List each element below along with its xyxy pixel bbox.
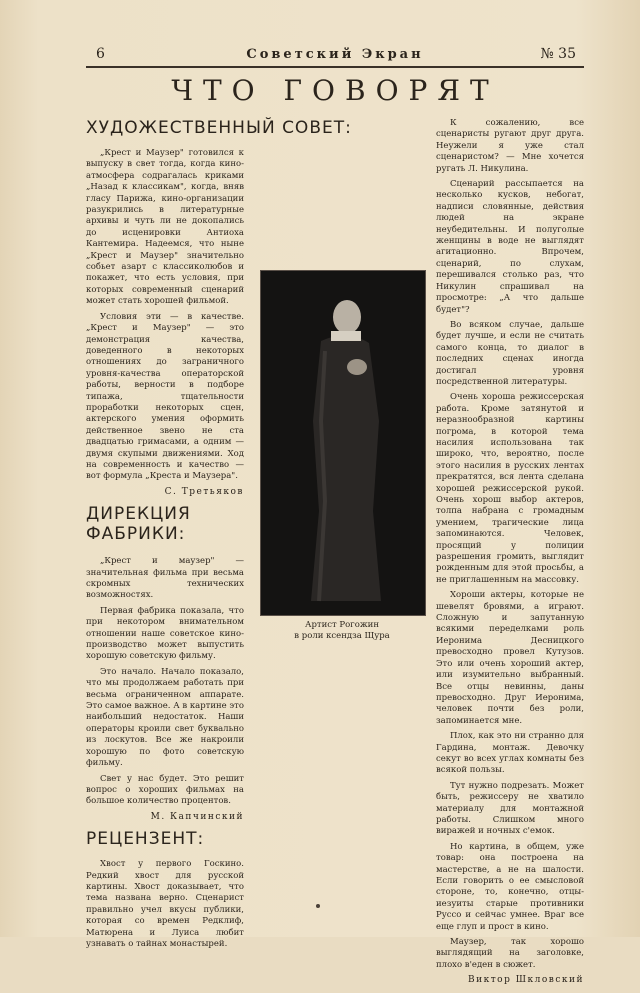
shklovsky-paragraph-1: К сожалению, все сценаристы ругают друг друга. Неужели я уже стал сценаристом? — Мне хочется ругать Л. Никулина. [436,118,584,174]
issue-number: № 35 [540,46,576,62]
right-column [436,118,584,993]
directorate-paragraph-1: „Крест и маузер" — значительная фильма при весьма скромных технических возможностях. [86,556,244,601]
council-paragraph-2: Условия эти — в качестве. „Крест и Маузер" — это демонстрация качества, доведенного в некоторых отношениях до заграничного уровня-качества операторской работы, верности в подборе типажа, тщательности проработки некоторых сцен, актерского умения оформить действенное звено не ста двадцатью гримасами, а одним — двумя скупыми движениями. Ход на современность и качество — вот формула „Креста и Маузера". [86,311,244,482]
directorate-title-line2: ФАБРИКИ: [86,524,186,545]
council-paragraph-1: „Крест и Маузер" готовился к выпуску в свет тогда, когда кино-атмосфера содрагалась криками „Назад к классикам", когда, вняв гласу Парижа, кино-организации разукрились в литературные архивы и чуть ли не докопались до исценировки Антиоха Кантемира. Надеемся, что ныне „Крест и Маузер" значительно собьет азарт с классиколюбов и покажет, что есть условия, при которых современный сценарий может стать хорошей фильмой. [86,148,244,307]
signature-shklovsky: Виктор Шкловский [467,975,584,986]
directorate-paragraph-3: Это начало. Начало показало, что мы продолжаем работать при весьма ограниченном аппарате. Это самое важное. А в картине это наибольший недостаток. Наши операторы кроили свет буквально из лоскутов. Все же накроили хорошую по фото советскую фильму. [86,666,244,769]
shklovsky-paragraph-3: Во всяком случае, дальше будет лучше, и если не считать самого конца, то диалог в последних сценах иногда достигал уровня посредственной литературы. [436,319,584,387]
priest-figure-illustration [261,271,425,615]
page-header [86,44,584,66]
directorate-title-line1: ДИРЕКЦИЯ [86,504,191,525]
shklovsky-paragraph-4: Очень хороша режиссерская работа. Кроме затянутой и неразнообразной картины погрома, в которой тема насилия использована так широко, что, вероятно, после этого насилия в русских лентах прекратятся, вся лента сделана хорошей режиссерской рукой. Очень хорош выбор актеров, толпа набрана с громадным умением, трагические лица запоминаются. Человек, просящий у полиции разрешения громить, выглядит рожденным для этой просьбы, а не приглашенным на массовку. [436,392,584,585]
main-title: ЧТО ГОВОРЯТ [171,74,499,107]
section-title-directorate [86,504,244,544]
shklovsky-paragraph-8: Но картина, в общем, уже товар: она построена на мастерстве, а не на шалости. Если говорить о ее смысловой стороне, то, конечно, отцы-иезуиты старые противники Руссо и сейчас умнее. Враг все еще глуп и прост в кино. [436,841,584,932]
shklovsky-paragraph-5: Хороши актеры, которые не шевелят бровями, а играют. Сложную и запутанную всякими переделками роль Иеронима Десницкого превосходно провел Кутузов. Это или очень хороший актер, или изумительно выбранный. Все отцы невинны, даны превосходно. Друг Иеронима, человек почти без роли, запоминается мне. [436,590,584,726]
magazine-title: Советский Экран [246,47,424,62]
caption-line-1: Артист Рогожин [305,620,379,630]
shklovsky-paragraph-9: Маузер, так хорошо выглядящий на заголовке, плохо в'еден в сюжет. [436,937,584,970]
shklovsky-paragraph-7: Тут нужно подрезать. Может быть, режиссеру не хватило материалу для монтажной работы. Слишком много виражей и ночных с'емок. [436,780,584,837]
section-title-council: ХУДОЖЕСТВЕННЫЙ СОВЕТ: [86,118,352,138]
shklovsky-paragraph-6: Плох, как это ни странно для Гардина, монтаж. Девочку секут во всех углах комнаты без всякой пользы. [436,731,584,776]
page-dot-icon [316,904,320,908]
directorate-paragraph-2: Первая фабрика показала, что при некотором внимательном отношении наше советское кино-производство может выпустить хорошую советскую фильму. [86,605,244,662]
photo-caption [252,620,432,642]
header-rule [86,66,584,68]
shklovsky-paragraph-2: Сценарий рассыпается на несколько кусков, небогат, надписи словянные, действия людей на экране неубедительны. И полуголые женщины в воде не выглядят агитационно. Впрочем, сценарий, по слухам, перешивался столько раз, что Никулин спрашивал на просмотре: „А что дальше будет"? [436,179,584,315]
page-number: 6 [96,46,105,62]
actor-photo [260,270,426,616]
caption-line-2: в роли ксендза Щура [294,631,390,641]
signature-kapchinsky: М. Капчинский [150,811,244,822]
section-title-reviewer: РЕЦЕНЗЕНТ: [86,829,205,850]
directorate-paragraph-4: Свет у нас будет. Это решит вопрос о хороших фильмах на большое количество процентов. [86,773,244,807]
reviewer-paragraph-1: Хвост у первого Госкино. Редкий хвост для русской картины. Хвост доказывает, что тема названа верно. Сценарист правильно учел вкусы публики, которая со времен Редклиф, Матюрена и Луиса любит узнавать о тайнах монастырей. [86,859,244,949]
signature-tretyakov: С. Третьяков [164,486,244,497]
